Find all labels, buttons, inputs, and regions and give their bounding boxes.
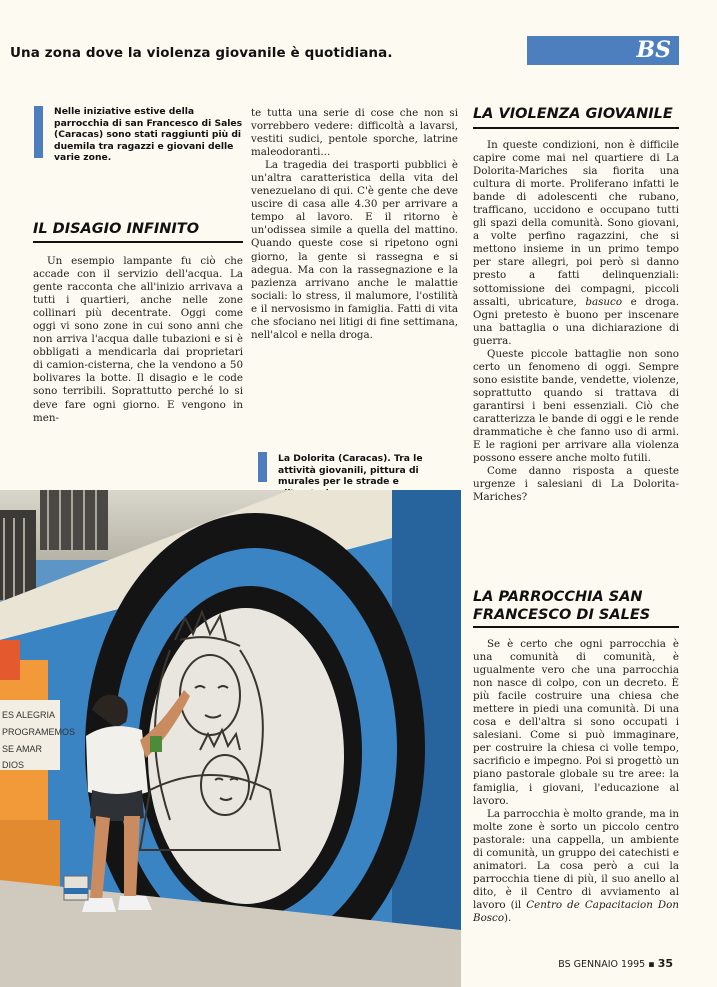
section-title-disagio: IL DISAGIO INFINITO <box>33 221 200 237</box>
paragraph: La parrocchia è molto grande, ma in molte zone è sorto un piccolo centro pastorale: una cappella, un ambiente di comunità, un gruppo dei catechisti e animatori. La cosa però a cui la parrocchia tiene di più, il suo anello al dito, è il Centro di avviamento al lavoro (il Centro de Capacitacion Don Bosco). <box>473 807 679 924</box>
mural-sign-line: ES ALEGRIA <box>2 710 56 720</box>
caption-bar <box>258 452 267 482</box>
column-1 <box>33 255 243 425</box>
section-title-violenza: LA VIOLENZA GIOVANILE <box>473 106 673 122</box>
bs-logo: BS <box>527 36 679 65</box>
section-rule <box>33 241 243 243</box>
top-caption: Nelle iniziative estive della parrocchia di san Francesco di Sales (Caracas) sono stati raggiunti più di duemila tra ragazzi e giovani delle varie zone. <box>54 106 243 163</box>
paragraph: Un esempio lampante fu ciò che accade con il servizio dell'acqua. La gente racconta che all'inizio arrivava a tutti i quartieri, anche nelle zone collinari più decentrate. Oggi come oggi vi sono zone in cui sono anni che non arriva l'acqua dalle tubazioni e si è obbligati a mendicarla dai proprietari di camion-cisterna, che la vendono a 50 bolivares la botte. Il disagio e le code sono terribili. Soprattutto perché lo si deve fare ogni giorno. E vengono in men- <box>33 255 243 424</box>
section-rule <box>473 127 679 129</box>
caption-bar <box>34 106 43 158</box>
column-2 <box>251 107 458 342</box>
paragraph: te tutta una serie di cose che non si vorrebbero vedere: difficoltà a lavarsi, vestiti sudici, pentole sporche, latrine maleodoranti... <box>251 107 458 159</box>
photo-caption: La Dolorita (Caracas). Tra le attività giovanili, pittura di murales per le strade e <box>278 453 423 487</box>
column-3 <box>473 139 679 504</box>
mural-illustration <box>0 490 461 987</box>
paragraph: Come danno risposta a queste urgenze i salesiani di La Dolorita-Mariches? <box>473 465 679 504</box>
column-3-bottom <box>473 638 679 925</box>
paragraph: La tragedia dei trasporti pubblici è un'altra caratteristica della vita del venezuelano di qui. C'è gente che deve uscire di casa alle 4.30 per arrivare a tempo al lavoro. E il ritorno è un'odissea simile a quella del mattino. Quando queste cose si ripetono ogni giorno, la gente si rassegna e si adegua. Ma con la rassegnazione e la pazienza arrivano anche le malattie sociali: lo stress, il malumore, l'ostilità e il nervosismo in famiglia. Fatti di vita che sfociano nei litigi di fine settimana, nell'alcol e nella droga. <box>251 159 458 341</box>
section-title-parrocchia: LA PARROCCHIA SAN FRANCESCO DI SALES <box>473 589 651 623</box>
paragraph: Queste piccole battaglie non sono certo un fenomeno di oggi. Sempre sono esistite bande, vendette, violenze, soprattutto quando si trattava di garantirsi i beni essenziali. Ciò che caratterizza le bande di oggi e le rende drammatiche è che fanno uso di armi. E le ragioni per arrivare alla violenza possono essere anche molto futili. <box>473 347 679 465</box>
paragraph: In queste condizioni, non è difficile capire come mai nel quartiere di La Dolorita-Mariches sia fiorita una cultura di morte. Proliferano infatti le bande di adolescenti che rubano, trafficano, uccidono e occupano tutti gli spazi della comunità. Sono giovani, a volte perfino ragazzini, che si mettono insieme in un primo tempo per stare allegri, poi però si danno presto a fatti delinquenziali: sottomissione dei compagni, piccoli assalti, ubricature, basuco e droga. Ogni pretesto è buono per inscenare una battaglia o una dichiarazione di guerra. <box>473 139 679 347</box>
paragraph: Se è certo che ogni parrocchia è una comunità di comunità, è ugualmente vero che una parrocchia non nasce di colpo, con un decreto. È più facile costruire una chiesa che mettere in piedi una comunità. Di una cosa e dell'altra si sono occupati i salesiani. Come si può immaginare, per costruire la chiesa ci volle tempo, sacrificio e impegno. Poi si progettò un piano pastorale globale su tre aree: la famiglia, i giovani, l'educazione al lavoro. <box>473 638 679 807</box>
headline: Una zona dove la violenza giovanile è quotidiana. <box>10 45 393 61</box>
mural-sign-line: DIOS <box>2 760 25 770</box>
mural-photo <box>0 490 461 987</box>
page-number: 35 <box>657 957 673 970</box>
section-rule <box>473 626 679 628</box>
mural-sign-line: SE AMAR <box>2 744 43 754</box>
mural-sign-line: PROGRAMEMOS <box>2 727 76 737</box>
footer-label: BS GENNAIO 1995 <box>558 959 646 970</box>
page-footer: BS GENNAIO 1995 ▪ 35 <box>558 957 673 970</box>
